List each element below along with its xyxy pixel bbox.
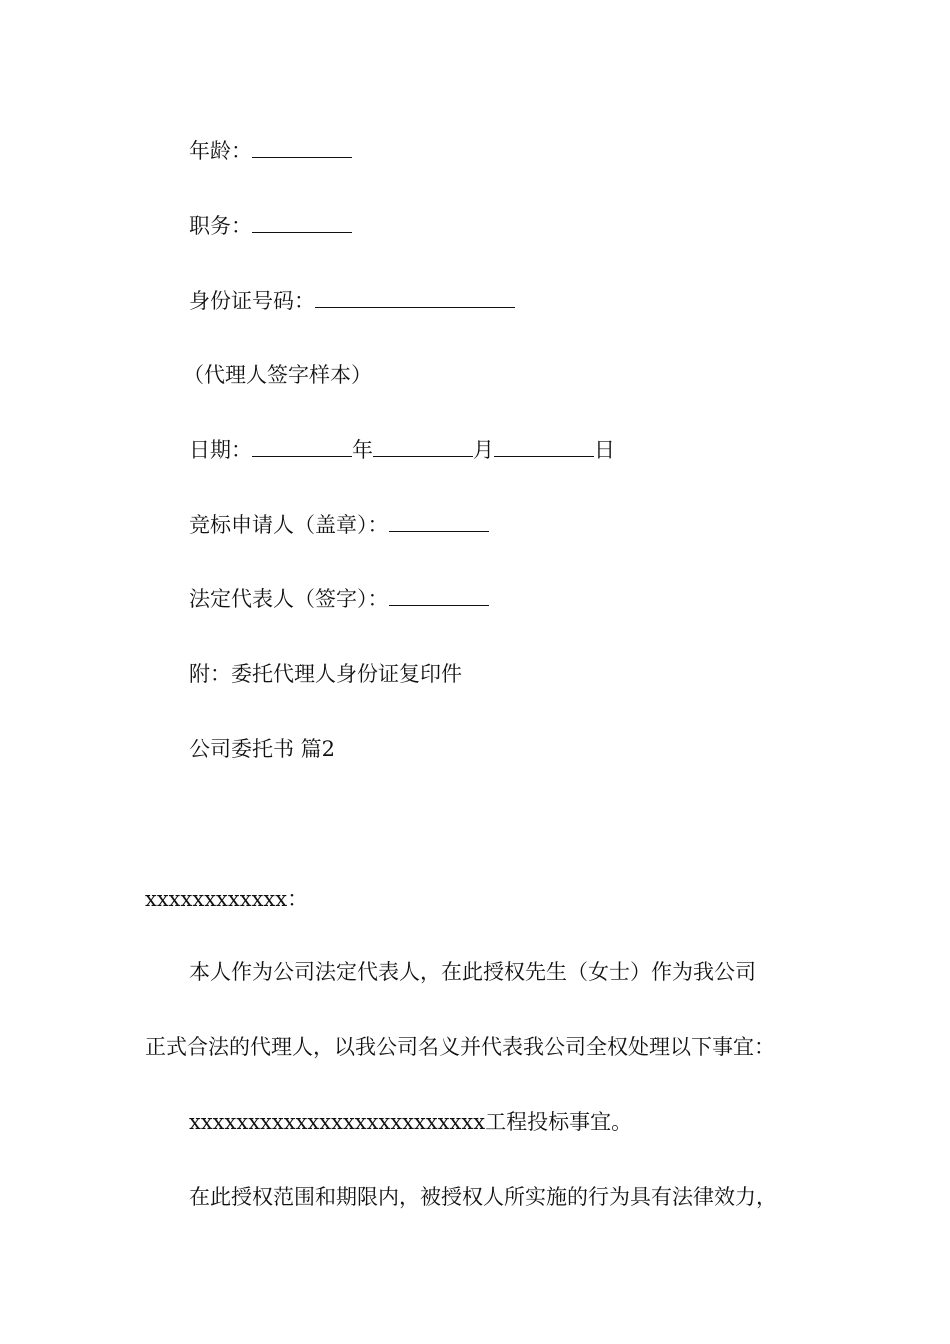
age-blank — [252, 139, 352, 158]
age-field — [189, 137, 352, 165]
attachment-note: 附：委托代理人身份证复印件 — [189, 662, 462, 686]
position-blank — [252, 214, 352, 233]
paragraph-1-line-2: 正式合法的代理人，以我公司名义并代表我公司全权处理以下事宜： — [145, 1035, 775, 1059]
id-number-field — [189, 287, 515, 315]
position-field — [189, 212, 352, 240]
id-number-blank — [315, 289, 515, 308]
id-number-label: 身份证号码： — [189, 289, 315, 313]
signature-sample-note: （代理人签字样本） — [183, 363, 372, 387]
age-label: 年龄： — [189, 139, 252, 163]
position-label: 职务： — [189, 214, 252, 238]
addressee: xxxxxxxxxxxx： — [145, 887, 309, 911]
paragraph-1-line-1: 本人作为公司法定代表人，在此授权先生（女士）作为我公司 — [189, 960, 756, 984]
project-line: xxxxxxxxxxxxxxxxxxxxxxxxx工程投标事宜。 — [189, 1110, 633, 1134]
applicant-field — [189, 511, 489, 539]
applicant-label: 竞标申请人（盖章）： — [189, 513, 389, 537]
date-label: 日期： — [189, 438, 252, 462]
legal-rep-field — [189, 585, 489, 613]
legal-rep-blank — [389, 587, 489, 606]
applicant-blank — [389, 513, 489, 532]
day-unit: 日 — [594, 438, 615, 462]
month-blank — [373, 438, 473, 457]
paragraph-2-line-1: 在此授权范围和期限内，被授权人所实施的行为具有法律效力， — [189, 1185, 777, 1209]
day-blank — [494, 438, 594, 457]
year-unit: 年 — [352, 438, 373, 462]
year-blank — [252, 438, 352, 457]
date-field — [189, 436, 615, 464]
legal-rep-label: 法定代表人（签字）： — [189, 587, 389, 611]
section-title: 公司委托书 篇2 — [189, 737, 336, 761]
month-unit: 月 — [473, 438, 494, 462]
